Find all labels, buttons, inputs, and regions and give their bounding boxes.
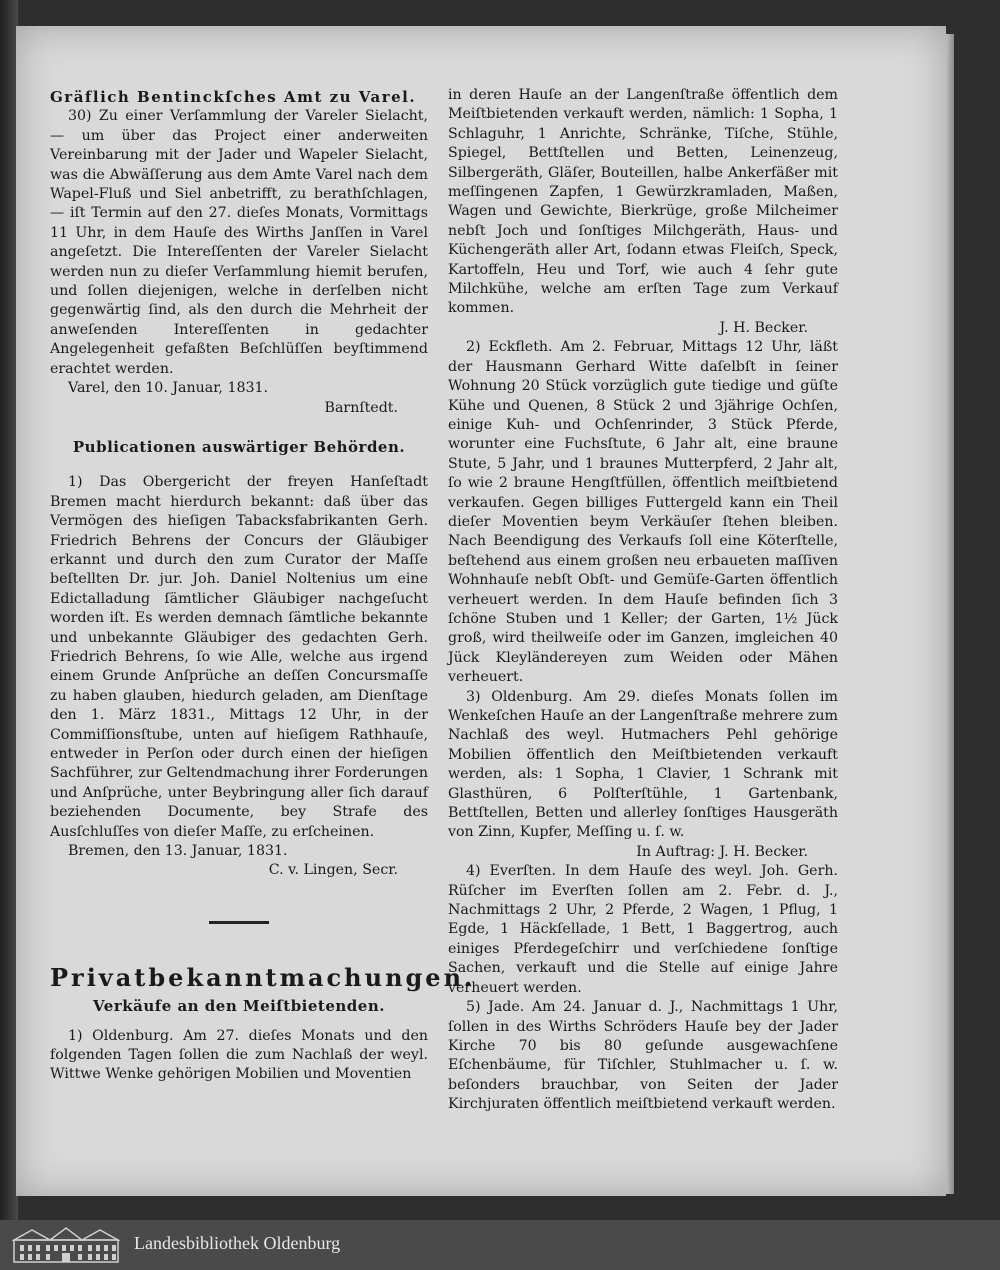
private-announcements-title: Privatbekanntmachungen. bbox=[50, 962, 476, 992]
page-edge bbox=[946, 34, 954, 1194]
notice-bremen-signature: C. v. Lingen, Secr. bbox=[268, 862, 398, 879]
notice-oldenburg-3: 3) Oldenburg. Am 29. dieſes Monats ſollen im Wenkeſchen Hauſe an der Langenſtraße mehrere zum Nachlaß des weyl. Hutmachers Pehl gehörige Mobilien öffentlich den Meiſtbietenden verkauft werden, als: 1 Sopha, 1 Clavier, 1 Schrank mit Glasthüren, 6 Polſterſtühle, 1 Gartenbank, Bettſtellen, Betten und allerley ſonſtiges Hausgeräth von Zinn, Kupfer, Meſſing u. ſ. w. bbox=[448, 688, 838, 841]
notice-oldenburg-1-signature: J. H. Becker. bbox=[719, 319, 808, 336]
office-heading: Gräflich Bentinckſches Amt zu Varel. bbox=[50, 88, 417, 106]
section-title-publications: Publicationen auswärtiger Behörden. bbox=[72, 437, 406, 456]
notice-bremen-date: Bremen, den 13. Januar, 1831. bbox=[68, 843, 288, 860]
right-column bbox=[448, 86, 838, 1115]
section-divider bbox=[209, 921, 269, 924]
notice-jade: 5) Jade. Am 24. Januar d. J., Nachmittags 1 Uhr, ſollen in des Wirths Schröders Hauſe bey der Jader Kirche 70 bis 80 geſunde ausgewachſene Eſchenbäume, für Tiſchler, Stuhlmacher u. ſ. w. beſonders brauchbar, von Seiten der Jader Kirchjuraten öffentlich meiſtbietend verkauft werden. bbox=[448, 999, 838, 1113]
notice-oldenburg-3-signature: In Auftrag: J. H. Becker. bbox=[636, 843, 808, 860]
document-page bbox=[16, 26, 946, 1196]
notice-30-date: Varel, den 10. Januar, 1831. bbox=[68, 380, 269, 397]
notice-bremen: 1) Das Obergericht der freyen Hanſeſtadt Bremen macht hierdurch bekannt: daß über das Vermögen des hieſigen Tabacksfabrikanten Gerh. Friedrich Behrens der Concurs der Gläubiger erkannt und durch den zum Curator der Maſſe beſtellten Dr. jur. Joh. Daniel Noltenius um eine Edictalladung ſämtlicher Gläubiger nachgeſucht worden iſt. Es werden demnach ſämtliche bekannte und unbekannte Gläubiger des gedachten Gerh. Friedrich Behrens, ſo wie Alle, welche aus irgend einem Grunde Anſprüche an deſſen Concursmaſſe zu haben glauben, hiedurch geladen, am Dienſtage den 1. März 1831., Mittags 12 Uhr, in der Commiſſionsſtube, unten auf hieſigem Rathhauſe, entweder in Perſon oder durch einen der hieſigen Sachführer, zur Geltendmachung ihrer Forderungen und Anſprüche, unter Beybringung aller ſich darauf beziehenden Documente, bey Strafe des Ausſchluſſes von dieſer Maſſe, zu erſcheinen. bbox=[50, 474, 428, 840]
notice-eckfleth: 2) Eckfleth. Am 2. Februar, Mittags 12 Uhr, läßt der Hausmann Gerhard Witte daſelbſt in ſeiner Wohnung 20 Stück vorzüglich gute tiedige und güſte Kühe und Quenen, 8 Stück 2 und 3jährige Ochſen, einige Kuh- und Ochſenrinder, 3 Stück Pferde, worunter eine Fuchsſtute, 6 Jahr alt, eine braune Stute, 5 Jahr, und 1 braunes Mutterpferd, 2 Jahr alt, ſo wie 2 braune Hengſtfüllen, öffentlich meiſtbietend verkaufen. Gegen billiges Futtergeld kann ein Theil dieſer Moventien beym Verkäuſer ſtehen bleiben. Nach Beendigung des Verkaufs ſoll eine Köterſtelle, beſtehend aus einem großen neu erbaueten maſſiven Wohnhauſe nebſt Obſt- und Gemüſe-Garten öffentlich verheuert werden. In dem Hauſe befinden ſich 3 ſchöne Stuben und 1 Keller; der Garten, 1½ Jück groß, wird theilweiſe oder im Ganzen, imgleichen 40 Jück Kleyländereyen zum Weiden oder Mähen verheuert. bbox=[448, 339, 838, 686]
notice-oldenburg-1-continued: in deren Hauſe an der Langenſtraße öffentlich dem Meiſtbietenden verkauft werden, nämlich: 1 Sopha, 1 Schlaguhr, 1 Anrichte, Schränke, Tiſche, Stühle, Spiegel, Bettſtellen und Betten, Leinenzeug, Silbergeräth, Gläſer, Bouteillen, halbe Ankerfäßer mit meſſingenen Zapfen, 1 Gewürzkramladen, Maßen, Wagen und Gewichte, Bierkrüge, große Milcheimer nebſt Joch und ſonſtiges Milchgeräth, Haus- und Küchengeräth aller Art, ſodann etwas Fleiſch, Speck, Kartoffeln, Heu und Torf, wie auch 4 ſehr gute Milchkühe, welche am erſten Tage zum Verkauf kommen. bbox=[448, 87, 838, 317]
library-name: Landesbibliothek Oldenburg bbox=[134, 1233, 341, 1253]
notice-eversten: 4) Everſten. In dem Hauſe des weyl. Joh. Gerh. Rüſcher im Everſten ſollen am 2. Febr. d. J., Nachmittags 2 Uhr, 2 Pferde, 2 Wagen, 1 Pflug, 1 Egde, 1 Häckſellade, 1 Bett, 1 Baggertrog, auch einiges Pferdegeſchirr und verſchiedene ſonſtige Sachen, verkauft und die Stelle auf einige Jahre verheuert werden. bbox=[448, 863, 838, 996]
library-building-icon bbox=[12, 1226, 120, 1264]
left-column bbox=[50, 88, 476, 1085]
notice-30-signature: Barnſtedt. bbox=[324, 399, 398, 416]
notice-30: 30) Zu einer Verſammlung der Vareler Sielacht, — um über das Project einer anderweiten Vereinbarung mit der Jader und Wapeler Sielacht, was die Abwäſſerung aus dem Amte Varel nach dem Wapel-Fluß und Siel anbetrifft, zu berathſchlagen, — iſt Termin auf den 27. dieſes Monats, Vormittags 11 Uhr, in dem Hauſe des Wirths Janſſen in Varel angeſetzt. Die Intereſſenten der Vareler Sielacht werden nun zu dieſer Verſammlung hiemit berufen, und ſollen diejenigen, welche in derſelben nicht gegenwärtig ſind, als den durch die Mehrheit der anweſenden Intereſſenten in gedachter Angelegenheit gefaßten Beſchlüſſen beyſtimmend erachtet werden. bbox=[50, 108, 428, 377]
auction-subtitle: Verkäufe an den Meiſtbietenden. bbox=[93, 997, 385, 1016]
notice-oldenburg-1: 1) Oldenburg. Am 27. dieſes Monats und den folgenden Tagen ſollen die zum Nachlaß der weyl. Wittwe Wenke gehörigen Mobilien und Moventien bbox=[50, 1027, 428, 1083]
library-footer bbox=[0, 1220, 1000, 1270]
